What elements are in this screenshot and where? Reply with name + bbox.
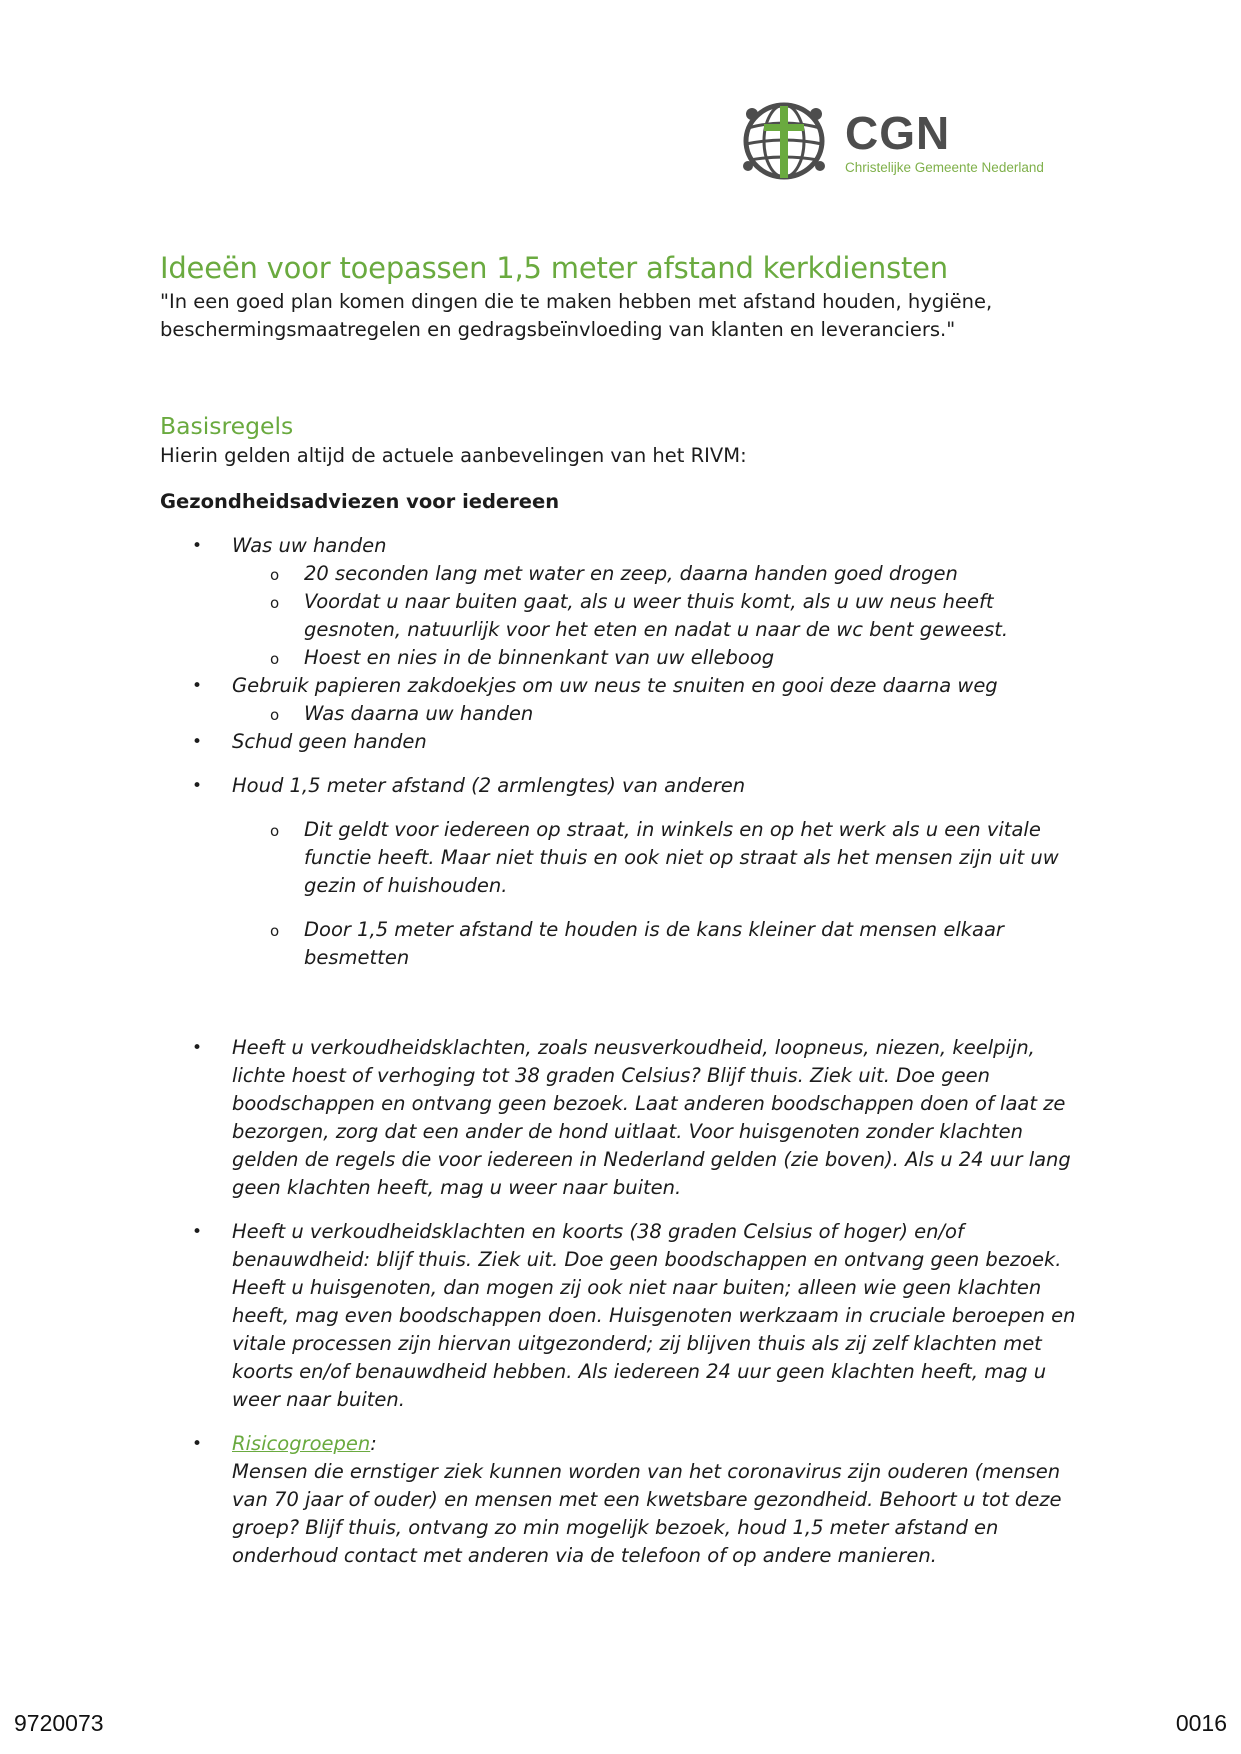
advice-list — [160, 532, 1090, 1570]
footer-document-number: 9720073 — [14, 1710, 104, 1736]
sub-list — [232, 560, 1090, 672]
section-heading: Basisregels — [160, 412, 294, 440]
intro-quote: "In een goed plan komen dingen die te maken hebben met afstand houden, hygiëne, beschermingsmaatregelen en gedragsbeïnvloeding van klanten en leveranciers." — [160, 290, 993, 341]
risicogroepen-link[interactable]: Risicogroepen — [232, 1432, 371, 1455]
sub-list — [232, 816, 1090, 972]
sub-list-item: o Hoest en nies in de binnenkant van uw elleboog — [232, 644, 1090, 672]
cgn-logo — [738, 100, 1068, 182]
section-subheading: Gezondheidsadviezen voor iedereen — [160, 490, 560, 513]
sub-list-item: o Voordat u naar buiten gaat, als u weer thuis komt, als u uw neus heeft gesnoten, natuurlijk voor het eten en nadat u naar de wc bent geweest. — [232, 588, 1090, 644]
sub-list-item: o Was daarna uw handen — [232, 700, 1090, 728]
sub-list-item: o Dit geldt voor iedereen op straat, in winkels en op het werk als u een vitale functie heeft. Maar niet thuis en ook niet op straat als het mensen zijn uit uw gezin of huishouden. — [232, 816, 1090, 900]
logo-name: CGN — [845, 107, 951, 159]
footer-page-number: 0016 — [1175, 1710, 1227, 1736]
globe-cross-icon — [738, 100, 830, 182]
list-item: • Was uw handen o 20 seconden lang met water en zeep, daarna handen goed drogen o Voordat u naar buiten gaat, als u weer thuis komt, als u uw neus heeft gesnoten, natuurlijk voor het eten en nadat u naar de wc bent geweest. o Hoest en nies in de binnenkant van uw elleboog — [160, 532, 1090, 672]
logo-subtitle: Christelijke Gemeente Nederland — [845, 160, 1044, 175]
page-title: Ideeën voor toepassen 1,5 meter afstand kerkdiensten — [160, 251, 948, 285]
sub-list — [232, 700, 1090, 728]
document-body — [160, 248, 1090, 1570]
section-intro: Hierin gelden altijd de actuele aanbevelingen van het RIVM: — [160, 444, 747, 467]
list-item: • Schud geen handen — [160, 728, 1090, 756]
sub-list-item: o Door 1,5 meter afstand te houden is de kans kleiner dat mensen elkaar besmetten — [232, 916, 1090, 972]
list-item: • Risicogroepen: Mensen die ernstiger ziek kunnen worden van het coronavirus zijn ouderen (mensen van 70 jaar of ouder) en mensen met een kwetsbare gezondheid. Behoort u tot deze groep? Blijf thuis, ontvang zo min mogelijk bezoek, houd 1,5 meter afstand en onderhoud contact met anderen via de telefoon of op andere manieren. — [160, 1430, 1090, 1570]
list-item: • Heeft u verkoudheidsklachten, zoals neusverkoudheid, loopneus, niezen, keelpijn, lichte hoest of verhoging tot 38 graden Celsius? Blijf thuis. Ziek uit. Doe geen boodschappen en ontvang geen bezoek. Laat anderen boodschappen doen of laat ze bezorgen, zorg dat een ander de hond uitlaat. Voor huisgenoten zonder klachten gelden de regels die voor iedereen in Nederland gelden (zie boven). Als u 24 uur lang geen klachten heeft, mag u weer naar buiten. — [160, 1034, 1090, 1202]
list-item: • Gebruik papieren zakdoekjes om uw neus te snuiten en gooi deze daarna weg o Was daarna uw handen — [160, 672, 1090, 728]
list-item: • Heeft u verkoudheidsklachten en koorts (38 graden Celsius of hoger) en/of benauwdheid: blijf thuis. Ziek uit. Doe geen boodschappen en ontvang geen bezoek. Heeft u huisgenoten, dan mogen zij ook niet naar buiten; alleen wie geen klachten heeft, mag even boodschappen doen. Huisgenoten werkzaam in cruciale beroepen en vitale processen zijn hiervan uitgezonderd; zij blijven thuis als zij zelf klachten met koorts en/of benauwdheid hebben. Als iedereen 24 uur geen klachten heeft, mag u weer naar buiten. — [160, 1218, 1090, 1414]
list-item: • Houd 1,5 meter afstand (2 armlengtes) van anderen o Dit geldt voor iedereen op straat, in winkels en op het werk als u een vitale functie heeft. Maar niet thuis en ook niet op straat als het mensen zijn uit uw gezin of huishouden. o Door 1,5 meter afstand te houden is de kans kleiner dat mensen elkaar besmetten — [160, 772, 1090, 972]
sub-list-item: o 20 seconden lang met water en zeep, daarna handen goed drogen — [232, 560, 1090, 588]
